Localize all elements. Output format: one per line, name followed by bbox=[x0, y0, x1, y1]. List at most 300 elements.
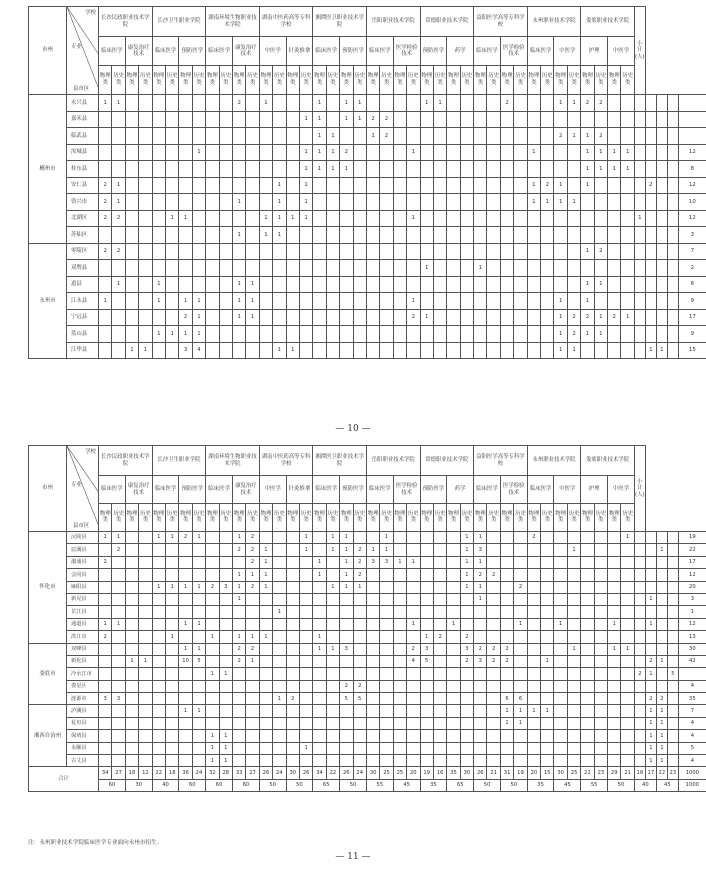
quota-cell: 1 bbox=[299, 544, 312, 556]
row-subtotal-cell: 5 bbox=[678, 742, 706, 754]
quota-cell bbox=[112, 717, 125, 729]
quota-cell bbox=[340, 276, 353, 293]
subject-header: 物理类 bbox=[474, 503, 487, 531]
quota-cell bbox=[487, 556, 500, 568]
quota-cell bbox=[206, 680, 219, 692]
quota-cell bbox=[567, 111, 580, 128]
quota-cell bbox=[393, 569, 406, 581]
subject-total-cell: 27 bbox=[112, 767, 125, 779]
subject-header: 历史类 bbox=[299, 503, 312, 531]
quota-cell bbox=[460, 326, 473, 343]
quota-cell bbox=[554, 532, 567, 544]
quota-cell bbox=[608, 556, 621, 568]
quota-cell: 1 bbox=[567, 544, 580, 556]
quota-cell bbox=[125, 693, 138, 705]
quota-cell bbox=[407, 194, 420, 211]
quota-cell: 1 bbox=[474, 532, 487, 544]
quota-cell bbox=[99, 581, 112, 593]
major-total-cell: 60 bbox=[179, 779, 206, 791]
quota-cell bbox=[219, 111, 232, 128]
quota-cell bbox=[125, 227, 138, 244]
quota-cell bbox=[353, 293, 366, 310]
quota-cell bbox=[554, 581, 567, 593]
quota-cell bbox=[112, 342, 125, 359]
quota-cell: 1 bbox=[645, 593, 656, 605]
quota-cell bbox=[139, 643, 152, 655]
school-header: 永州职业技术学院 bbox=[527, 7, 581, 37]
quota-cell bbox=[286, 643, 299, 655]
quota-cell bbox=[286, 655, 299, 667]
quota-cell: 1 bbox=[407, 556, 420, 568]
quota-cell bbox=[232, 606, 245, 618]
quota-cell bbox=[656, 326, 667, 343]
quota-cell: 2 bbox=[380, 111, 393, 128]
quota-cell bbox=[166, 742, 179, 754]
quota-cell bbox=[313, 705, 326, 717]
quota-cell bbox=[152, 95, 165, 112]
major-header: 预防医学 bbox=[420, 37, 447, 65]
quota-cell bbox=[353, 194, 366, 211]
quota-cell bbox=[420, 705, 433, 717]
quota-cell bbox=[206, 309, 219, 326]
quota-cell bbox=[407, 128, 420, 145]
quota-cell bbox=[353, 606, 366, 618]
quota-cell bbox=[645, 128, 656, 145]
quota-cell bbox=[366, 144, 379, 161]
quota-cell bbox=[621, 631, 634, 643]
quota-cell: 1 bbox=[232, 276, 245, 293]
quota-cell bbox=[166, 556, 179, 568]
major-header: 临床医学 bbox=[527, 37, 554, 65]
quota-cell bbox=[527, 276, 540, 293]
quota-cell bbox=[594, 177, 607, 194]
quota-cell bbox=[232, 618, 245, 630]
quota-cell bbox=[487, 260, 500, 277]
quota-cell bbox=[299, 569, 312, 581]
quota-cell bbox=[139, 717, 152, 729]
quota-cell bbox=[166, 593, 179, 605]
major-header: 临床医学 bbox=[527, 476, 554, 503]
school-total-row bbox=[29, 779, 706, 791]
quota-cell bbox=[500, 581, 513, 593]
quota-cell bbox=[541, 293, 554, 310]
major-header: 医学检验技术 bbox=[393, 476, 420, 503]
quota-cell bbox=[634, 556, 645, 568]
row-subtotal-cell: 10 bbox=[678, 194, 706, 211]
quota-cell bbox=[393, 161, 406, 178]
quota-cell bbox=[353, 342, 366, 359]
quota-cell: 1 bbox=[192, 618, 205, 630]
quota-cell: 3 bbox=[112, 693, 125, 705]
quota-cell bbox=[299, 309, 312, 326]
quota-cell bbox=[554, 161, 567, 178]
quota-cell bbox=[340, 593, 353, 605]
quota-cell bbox=[487, 693, 500, 705]
quota-cell bbox=[487, 705, 500, 717]
quota-cell bbox=[259, 309, 272, 326]
county-cell: 娄星区 bbox=[67, 680, 99, 692]
quota-cell bbox=[594, 730, 607, 742]
quota-cell: 1 bbox=[460, 532, 473, 544]
quota-cell bbox=[192, 544, 205, 556]
quota-cell bbox=[500, 556, 513, 568]
quota-cell bbox=[179, 569, 192, 581]
quota-cell bbox=[340, 618, 353, 630]
quota-cell bbox=[99, 227, 112, 244]
quota-cell bbox=[474, 755, 487, 767]
quota-cell bbox=[219, 631, 232, 643]
quota-cell bbox=[634, 144, 645, 161]
subject-total-cell: 18 bbox=[125, 767, 138, 779]
quota-cell bbox=[179, 128, 192, 145]
quota-cell bbox=[645, 293, 656, 310]
quota-cell bbox=[219, 144, 232, 161]
quota-cell bbox=[487, 177, 500, 194]
quota-cell bbox=[447, 243, 460, 260]
quota-cell bbox=[447, 293, 460, 310]
quota-cell bbox=[667, 210, 678, 227]
quota-cell bbox=[487, 606, 500, 618]
quota-cell bbox=[634, 680, 645, 692]
quota-cell: 2 bbox=[246, 544, 259, 556]
quota-cell bbox=[541, 606, 554, 618]
quota-cell bbox=[500, 276, 513, 293]
quota-cell bbox=[460, 680, 473, 692]
quota-cell bbox=[447, 705, 460, 717]
quota-cell: 1 bbox=[166, 326, 179, 343]
county-cell: 永顺县 bbox=[67, 742, 99, 754]
quota-cell: 1 bbox=[313, 144, 326, 161]
city-cell: 怀化市 bbox=[29, 532, 67, 644]
quota-cell: 1 bbox=[656, 742, 667, 754]
quota-cell bbox=[152, 243, 165, 260]
quota-cell bbox=[554, 631, 567, 643]
quota-cell bbox=[219, 569, 232, 581]
quota-cell bbox=[393, 194, 406, 211]
quota-cell bbox=[326, 680, 339, 692]
quota-cell bbox=[246, 755, 259, 767]
quota-cell bbox=[326, 326, 339, 343]
subject-header: 物理类 bbox=[608, 65, 621, 94]
quota-cell bbox=[527, 243, 540, 260]
quota-cell bbox=[608, 755, 621, 767]
quota-cell bbox=[353, 631, 366, 643]
quota-cell bbox=[541, 755, 554, 767]
quota-cell bbox=[460, 717, 473, 729]
quota-cell bbox=[634, 194, 645, 211]
quota-cell bbox=[527, 326, 540, 343]
quota-cell: 1 bbox=[420, 309, 433, 326]
quota-cell bbox=[634, 618, 645, 630]
quota-cell bbox=[656, 593, 667, 605]
quota-cell bbox=[634, 161, 645, 178]
quota-cell bbox=[112, 569, 125, 581]
quota-cell: 1 bbox=[407, 144, 420, 161]
quota-cell bbox=[340, 755, 353, 767]
subject-header: 物理类 bbox=[232, 503, 245, 531]
quota-cell bbox=[206, 210, 219, 227]
quota-cell: 1 bbox=[645, 618, 656, 630]
quota-cell: 1 bbox=[326, 643, 339, 655]
quota-cell bbox=[380, 643, 393, 655]
quota-cell bbox=[179, 260, 192, 277]
quota-cell bbox=[286, 194, 299, 211]
quota-cell: 1 bbox=[313, 161, 326, 178]
quota-cell bbox=[219, 210, 232, 227]
quota-cell bbox=[313, 532, 326, 544]
subject-header: 物理类 bbox=[313, 503, 326, 531]
quota-cell bbox=[608, 544, 621, 556]
quota-cell bbox=[206, 556, 219, 568]
quota-cell bbox=[246, 606, 259, 618]
quota-cell bbox=[541, 581, 554, 593]
quota-cell bbox=[581, 532, 594, 544]
quota-cell bbox=[634, 227, 645, 244]
quota-cell: 1 bbox=[246, 309, 259, 326]
quota-cell bbox=[125, 556, 138, 568]
quota-cell bbox=[206, 693, 219, 705]
quota-cell bbox=[487, 618, 500, 630]
quota-cell bbox=[460, 309, 473, 326]
quota-cell bbox=[286, 581, 299, 593]
major-total-cell: 65 bbox=[313, 779, 340, 791]
quota-cell bbox=[232, 111, 245, 128]
quota-cell bbox=[125, 276, 138, 293]
county-cell: 花垣县 bbox=[67, 717, 99, 729]
quota-cell bbox=[645, 606, 656, 618]
subject-total-cell: 34 bbox=[313, 767, 326, 779]
major-header: 药学 bbox=[447, 476, 474, 503]
quota-cell bbox=[407, 717, 420, 729]
county-cell: 芷江县 bbox=[67, 606, 99, 618]
subject-header: 物理类 bbox=[206, 503, 219, 531]
subject-total-cell: 25 bbox=[393, 767, 406, 779]
quota-cell bbox=[125, 668, 138, 680]
quota-cell bbox=[166, 606, 179, 618]
quota-cell bbox=[527, 680, 540, 692]
quota-cell bbox=[608, 111, 621, 128]
quota-cell bbox=[219, 161, 232, 178]
quota-cell bbox=[500, 532, 513, 544]
quota-cell: 1 bbox=[554, 618, 567, 630]
quota-cell: 1 bbox=[380, 532, 393, 544]
quota-cell bbox=[514, 556, 527, 568]
quota-cell bbox=[514, 730, 527, 742]
quota-cell bbox=[179, 593, 192, 605]
quota-cell: 1 bbox=[313, 643, 326, 655]
quota-cell bbox=[380, 161, 393, 178]
quota-cell bbox=[273, 276, 286, 293]
quota-cell bbox=[500, 260, 513, 277]
quota-cell bbox=[112, 227, 125, 244]
quota-cell bbox=[645, 276, 656, 293]
page-number-11: — 11 — bbox=[335, 852, 371, 862]
quota-cell bbox=[273, 293, 286, 310]
quota-cell bbox=[139, 161, 152, 178]
quota-cell bbox=[567, 210, 580, 227]
quota-cell bbox=[567, 631, 580, 643]
quota-cell bbox=[667, 111, 678, 128]
quota-cell bbox=[380, 210, 393, 227]
quota-cell bbox=[192, 111, 205, 128]
quota-cell bbox=[139, 243, 152, 260]
quota-cell bbox=[326, 717, 339, 729]
quota-cell bbox=[273, 532, 286, 544]
subject-header: 物理类 bbox=[152, 503, 165, 531]
quota-cell bbox=[634, 95, 645, 112]
quota-cell bbox=[527, 655, 540, 667]
quota-cell: 1 bbox=[594, 326, 607, 343]
quota-cell bbox=[286, 293, 299, 310]
quota-cell bbox=[99, 144, 112, 161]
table-row bbox=[29, 693, 706, 705]
quota-cell bbox=[313, 593, 326, 605]
quota-cell bbox=[246, 326, 259, 343]
quota-cell bbox=[353, 742, 366, 754]
quota-cell bbox=[192, 680, 205, 692]
school-header: 湖南环境生物职业技术学院 bbox=[206, 7, 260, 37]
quota-cell bbox=[541, 309, 554, 326]
quota-cell bbox=[179, 95, 192, 112]
quota-cell bbox=[567, 593, 580, 605]
quota-cell bbox=[541, 693, 554, 705]
quota-cell bbox=[656, 309, 667, 326]
quota-cell bbox=[594, 111, 607, 128]
quota-cell bbox=[433, 194, 446, 211]
quota-cell: 1 bbox=[232, 194, 245, 211]
quota-cell bbox=[645, 532, 656, 544]
quota-cell: 1 bbox=[299, 532, 312, 544]
quota-cell bbox=[380, 569, 393, 581]
quota-cell: 1 bbox=[313, 556, 326, 568]
quota-cell bbox=[541, 668, 554, 680]
quota-cell bbox=[353, 668, 366, 680]
quota-cell: 1 bbox=[259, 95, 272, 112]
subject-total-cell: 26 bbox=[340, 767, 353, 779]
quota-cell: 1 bbox=[192, 293, 205, 310]
quota-cell bbox=[514, 532, 527, 544]
quota-cell: 1 bbox=[594, 276, 607, 293]
quota-cell bbox=[474, 631, 487, 643]
major-total-cell: 50 bbox=[474, 779, 501, 791]
quota-cell: 2 bbox=[581, 95, 594, 112]
quota-cell bbox=[112, 631, 125, 643]
quota-cell bbox=[206, 342, 219, 359]
subject-header: 物理类 bbox=[500, 503, 513, 531]
quota-cell: 2 bbox=[179, 309, 192, 326]
quota-cell bbox=[152, 593, 165, 605]
quota-cell bbox=[112, 705, 125, 717]
quota-cell bbox=[634, 260, 645, 277]
quota-cell bbox=[447, 556, 460, 568]
subject-header: 历史类 bbox=[139, 503, 152, 531]
quota-cell: 2 bbox=[500, 95, 513, 112]
quota-cell bbox=[433, 581, 446, 593]
quota-cell bbox=[246, 730, 259, 742]
quota-cell bbox=[621, 260, 634, 277]
row-subtotal-cell: 7 bbox=[678, 243, 706, 260]
table-row bbox=[29, 631, 706, 643]
quota-cell: 1 bbox=[299, 194, 312, 211]
row-subtotal-cell: 12 bbox=[678, 569, 706, 581]
quota-cell bbox=[232, 326, 245, 343]
quota-cell bbox=[407, 342, 420, 359]
quota-cell bbox=[246, 742, 259, 754]
county-cell: 江华县 bbox=[67, 342, 99, 359]
quota-cell bbox=[166, 730, 179, 742]
school-header: 湘潭医卫职业技术学院 bbox=[313, 7, 367, 37]
quota-cell bbox=[487, 680, 500, 692]
quota-cell bbox=[259, 293, 272, 310]
quota-cell bbox=[645, 144, 656, 161]
subject-header: 历史类 bbox=[487, 503, 500, 531]
table-row bbox=[29, 342, 706, 359]
row-subtotal-cell: 4 bbox=[678, 755, 706, 767]
quota-cell: 1 bbox=[299, 742, 312, 754]
quota-cell bbox=[366, 581, 379, 593]
quota-cell: 1 bbox=[232, 227, 245, 244]
quota-cell bbox=[514, 655, 527, 667]
quota-cell bbox=[487, 532, 500, 544]
subject-header: 物理类 bbox=[340, 65, 353, 94]
quota-cell bbox=[125, 581, 138, 593]
quota-cell bbox=[541, 593, 554, 605]
quota-cell bbox=[447, 569, 460, 581]
quota-cell: 1 bbox=[407, 210, 420, 227]
quota-cell: 3 bbox=[366, 556, 379, 568]
quota-cell: 1 bbox=[340, 569, 353, 581]
school-header: 长沙民政职业技术学院 bbox=[99, 7, 153, 37]
quota-cell bbox=[541, 631, 554, 643]
quota-cell bbox=[366, 569, 379, 581]
quota-cell bbox=[667, 532, 678, 544]
quota-cell bbox=[246, 342, 259, 359]
quota-cell: 1 bbox=[554, 194, 567, 211]
quota-cell bbox=[656, 260, 667, 277]
quota-cell bbox=[433, 606, 446, 618]
quota-cell: 2 bbox=[232, 544, 245, 556]
county-cell: 冷水江市 bbox=[67, 668, 99, 680]
quota-cell bbox=[634, 705, 645, 717]
major-header: 中医学 bbox=[608, 37, 635, 65]
quota-cell bbox=[527, 260, 540, 277]
quota-cell bbox=[366, 293, 379, 310]
quota-cell bbox=[179, 631, 192, 643]
city-cell: 郴州市 bbox=[29, 95, 67, 244]
quota-cell bbox=[447, 309, 460, 326]
quota-cell bbox=[139, 532, 152, 544]
quota-cell bbox=[166, 668, 179, 680]
quota-cell: 2 bbox=[286, 693, 299, 705]
quota-cell bbox=[393, 631, 406, 643]
table-row bbox=[29, 755, 706, 767]
quota-cell bbox=[554, 606, 567, 618]
quota-cell: 1 bbox=[192, 326, 205, 343]
subject-header: 历史类 bbox=[460, 65, 473, 94]
quota-cell: 1 bbox=[206, 631, 219, 643]
quota-cell: 2 bbox=[112, 544, 125, 556]
page-10 bbox=[28, 6, 696, 359]
quota-cell bbox=[667, 544, 678, 556]
quota-cell bbox=[407, 532, 420, 544]
quota-cell bbox=[326, 655, 339, 667]
quota-cell bbox=[313, 342, 326, 359]
county-cell: 江永县 bbox=[67, 293, 99, 310]
quota-cell bbox=[420, 144, 433, 161]
quota-cell bbox=[447, 581, 460, 593]
quota-cell: 1 bbox=[541, 655, 554, 667]
table-row bbox=[29, 581, 706, 593]
